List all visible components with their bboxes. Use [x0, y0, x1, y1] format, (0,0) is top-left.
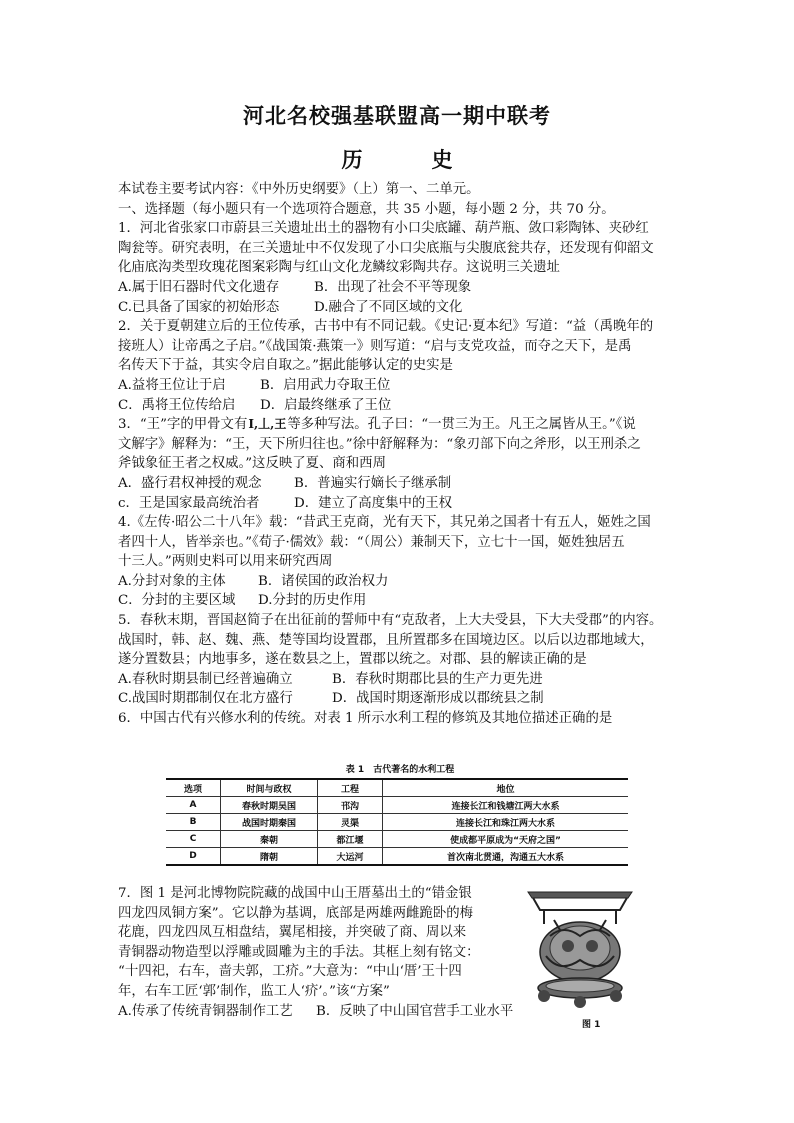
table-cell: 灵渠	[318, 814, 383, 831]
table-cell: A	[166, 797, 221, 814]
q4-line-2: 者四十人，皆举亲也。”《荀子·儒效》载：“（周公）兼制天下，立七十一国，姬姓独居五	[118, 534, 625, 550]
q3-option-d[interactable]: D．建立了高度集中的王权	[294, 495, 453, 511]
q7-line-3: 花鹿，四龙四凤互相盘结，翼尾相接，并突破了商、周以来	[118, 925, 467, 941]
q4-option-c[interactable]: C．分封的主要区域	[118, 593, 236, 609]
table-cell: 秦朝	[221, 831, 318, 848]
table-row	[166, 797, 628, 814]
q1-line-3: 化庙底沟类型玫瑰花图案彩陶与红山文化龙鳞纹彩陶共存。这说明三关遗址	[118, 260, 560, 276]
q5-option-b[interactable]: B．春秋时期郡比县的生产力更先进	[332, 671, 543, 687]
q7-option-a[interactable]: A.传承了传统青铜器制作工艺	[118, 1003, 293, 1019]
q1-options-row-1	[118, 278, 678, 298]
q4-line-3: 十三人。”两则史料可以用来研究西周	[118, 554, 333, 570]
q1-line-1: 1．河北省张家口市蔚县三关遗址出土的器物有小口尖底罐、葫芦瓶、敛口彩陶钵、夹砂红	[118, 221, 649, 237]
table-caption: 表 1 古代著名的水利工程	[345, 765, 455, 775]
exam-title: 河北名校强基联盟高一期中联考	[243, 104, 551, 128]
table-cell: 大运河	[318, 848, 383, 866]
q7-line-5: “十四祀，右车，啬夫郭，工疥。”大意为：“中山‘厝’王十四	[118, 964, 462, 980]
table-cell: D	[166, 848, 221, 866]
table-cell: 战国时期秦国	[221, 814, 318, 831]
q2-line-1: 2．关于夏朝建立后的王位传承，古书中有不同记载。《史记·夏本纪》写道：“益（禹晚年的	[118, 319, 654, 335]
q6-line: 6．中国古代有兴修水利的传统。对表 1 所示水利工程的修筑及其地位描述正确的是	[118, 711, 613, 727]
q1-option-d[interactable]: D.融合了不同区域的文化	[314, 299, 463, 315]
q3-option-a[interactable]: A．盛行君权神授的观念	[118, 475, 262, 491]
q5-line-1: 5．春秋末期，晋国赵简子在出征前的誓师中有“克敌者，上大夫受县，下大夫受郡”的内容。	[118, 613, 663, 629]
q7-options-row-1	[118, 1002, 518, 1022]
q1-options-row-2	[118, 298, 678, 318]
q5-option-d[interactable]: D．战国时期逐渐形成以郡统县之制	[332, 691, 544, 707]
q2-line-2: 接班人）让帝禹之子启。”《战国策·燕策一》则写道：“启与支党攻益，而夺之天下，是禹	[118, 338, 632, 354]
oracle-bone-glyphs: 𝐈,丄,王	[248, 417, 287, 432]
q5-options-row-1	[118, 670, 678, 690]
q4-line-1: 4.《左传·昭公二十八年》载：“昔武王克商，光有天下，其兄弟之国者十有五人，姬姓之国	[118, 515, 651, 531]
q5-options-row-2	[118, 689, 678, 709]
q3-options-row-1	[118, 474, 678, 494]
table-header-row	[166, 779, 628, 797]
q3-line-3: 斧钺象征王者之权威。”这反映了夏、商和西周	[118, 456, 386, 472]
section-heading: 一、选择题（每小题只有一个选项符合题意，共 35 小题，每小题 2 分，共 70 分。	[118, 201, 615, 217]
table-header-time: 时间与政权	[221, 779, 318, 797]
q2-option-a[interactable]: A.益将王位让于启	[118, 377, 226, 393]
q2-options-row-1	[118, 376, 678, 396]
q2-line-3: 名传天下于益，其实令启自取之。”据此能够认定的史实是	[118, 358, 453, 374]
table-cell: 隋朝	[221, 848, 318, 866]
q1-option-c[interactable]: C.已具备了国家的初始形态	[118, 299, 280, 315]
q7-line-4: 青铜器动物造型以浮雕或圆雕为主的手法。其框上刻有铭文：	[118, 944, 480, 960]
table-row	[166, 848, 628, 866]
q3-line-2: 文解字》解释为：“王，天下所归往也。”徐中舒解释为：“象刃部下向之斧形，以王刑杀之	[118, 436, 641, 452]
q7-line-2: 四龙四凤铜方案”。它以静为基调，底部是两雄两雌跪卧的梅	[118, 905, 473, 921]
q4-option-d[interactable]: D.分封的历史作用	[258, 593, 367, 609]
q4-option-a[interactable]: A.分封对象的主体	[118, 573, 226, 589]
q3-line-1	[118, 415, 678, 435]
q3-line-1-pre: 3．“王”字的甲骨文有	[118, 417, 248, 433]
q5-line-3: 遂分置数县；内地事多，遂在数县之上，置郡以统之。对郡、县的解读正确的是	[118, 652, 587, 668]
q7-option-b[interactable]: B．反映了中山国官营手工业水平	[316, 1003, 514, 1019]
subject-title: 历 史	[341, 148, 477, 172]
q3-option-c[interactable]: c．王是国家最高统治者	[118, 495, 260, 511]
table-cell: 使成都平原成为“天府之国”	[383, 831, 629, 848]
table-cell: B	[166, 814, 221, 831]
exam-intro: 本试卷主要考试内容：《中外历史纲要》（上）第一、二单元。	[118, 182, 480, 197]
table-cell: 春秋时期吴国	[221, 797, 318, 814]
q4-options-row-2	[118, 591, 678, 611]
q7-block	[118, 884, 518, 1021]
table-header-project: 工程	[318, 779, 383, 797]
q1-option-b[interactable]: B．出现了社会不平等现象	[314, 279, 472, 295]
q4-options-row-1	[118, 572, 678, 592]
table-row	[166, 831, 628, 848]
table-cell: 首次南北贯通，沟通五大水系	[383, 848, 629, 866]
q5-option-a[interactable]: A.春秋时期县制已经普遍确立	[118, 671, 293, 687]
q2-option-b[interactable]: B．启用武力夺取王位	[260, 377, 391, 393]
q1-option-a[interactable]: A.属于旧石器时代文化遗存	[118, 279, 280, 295]
q2-options-row-2	[118, 396, 678, 416]
q5-option-c[interactable]: C.战国时期郡制仅在北方盛行	[118, 691, 293, 707]
table-cell: C	[166, 831, 221, 848]
table-header-status: 地位	[383, 779, 629, 797]
q3-option-b[interactable]: B．普遍实行嫡长子继承制	[294, 475, 452, 491]
table-cell: 连接长江和钱塘江两大水系	[383, 797, 629, 814]
q7-line-1: 7．图 1 是河北博物院院藏的战国中山王厝墓出土的“错金银	[118, 886, 472, 901]
q2-option-d[interactable]: D．启最终继承了王位	[260, 397, 392, 413]
bronze-table-figure	[524, 884, 636, 1012]
water-projects-table	[166, 778, 628, 866]
table-header-option: 选项	[166, 779, 221, 797]
q2-option-c[interactable]: C．禹将王位传给启	[118, 397, 236, 413]
q5-line-2: 战国时，韩、赵、魏、燕、楚等国均设置郡，且所置郡多在国境边区。以后以边郡地域大，	[118, 632, 654, 648]
exam-body	[118, 180, 678, 729]
table-row	[166, 814, 628, 831]
table-cell: 邗沟	[318, 797, 383, 814]
q7-line-6: 年，右车工匠‘郭’制作，监工人‘疥’。”该“方案”	[118, 983, 390, 999]
table-cell: 连接长江和珠江两大水系	[383, 814, 629, 831]
q3-line-1-post: 等多种写法。孔子曰：“一贯三为王。凡王之属皆从王。”《说	[287, 417, 636, 433]
q1-line-2: 陶瓮等。研究表明，在三关遗址中不仅发现了小口尖底瓶与尖腹底瓮共存，还发现有仰韶文	[118, 240, 654, 256]
figure-caption: 图 1	[582, 1020, 601, 1030]
q4-option-b[interactable]: B．诸侯国的政治权力	[258, 573, 389, 589]
q3-options-row-2	[118, 494, 678, 514]
table-cell: 都江堰	[318, 831, 383, 848]
